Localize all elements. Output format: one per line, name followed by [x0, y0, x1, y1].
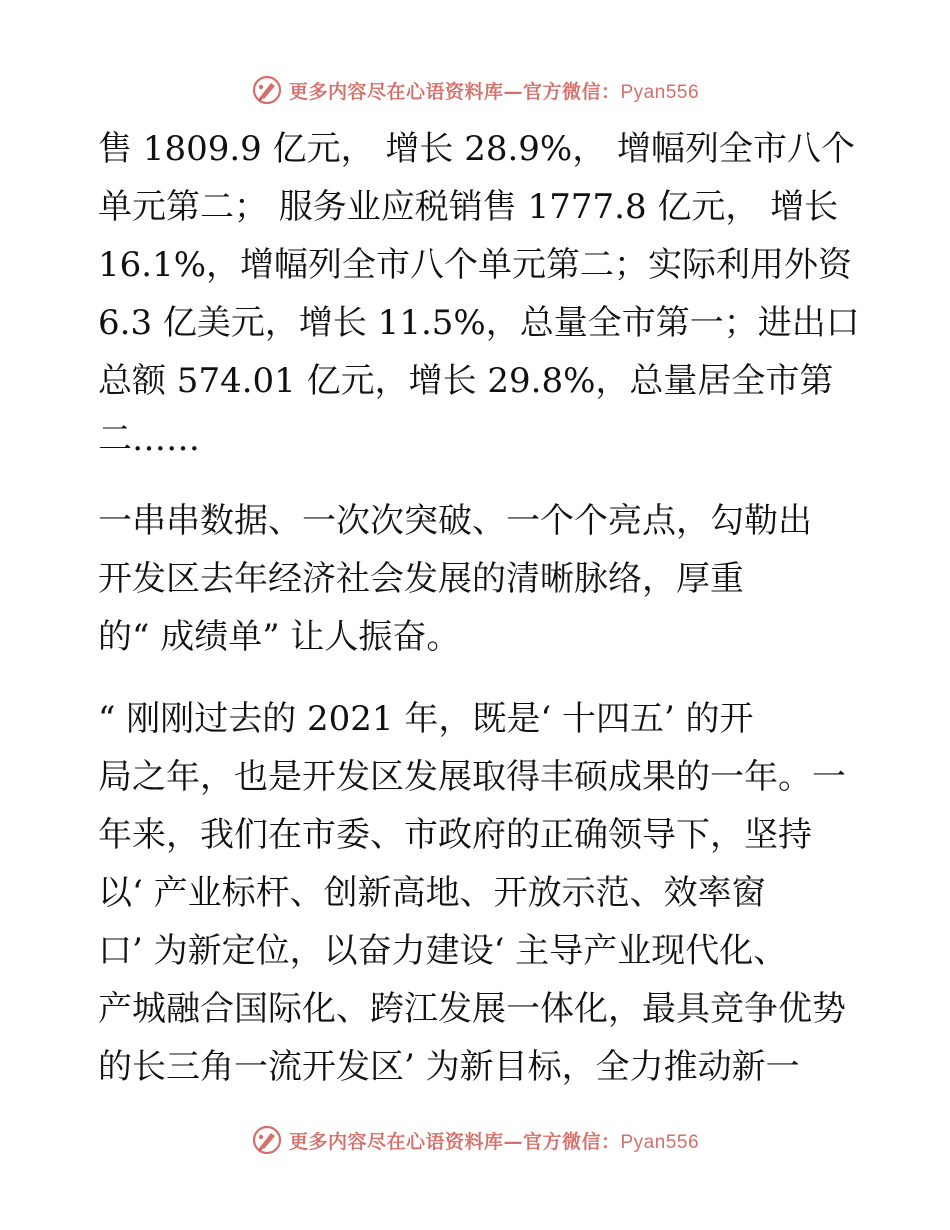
pen-circle-icon	[251, 1124, 283, 1156]
text-line: 口’ 为新定位，以奋力建设‘ 主导产业现代化、	[98, 931, 788, 971]
text-line: 年来，我们在市委、市政府的正确领导下，坚持	[98, 815, 812, 855]
text-line: 总额 574.01 亿元，增长 29.8%，总量居全市第	[98, 361, 834, 401]
pen-circle-icon	[251, 74, 283, 106]
watermark-separator: —	[503, 80, 523, 103]
paragraph-gap	[98, 666, 858, 690]
text-line: 6.3 亿美元，增长 11.5%，总量全市第一；进出口	[98, 303, 860, 343]
watermark-wechat-label: 官方微信：	[522, 1130, 621, 1153]
text-line: 局之年，也是开发区发展取得丰硕成果的一年。一	[98, 757, 846, 797]
header-watermark	[0, 70, 950, 110]
text-line: 二……	[98, 419, 200, 459]
paragraph-3	[98, 690, 858, 1096]
text-line: 开发区去年经济社会发展的清晰脉络，厚重	[98, 559, 744, 599]
watermark-separator: —	[503, 1130, 523, 1153]
text-line: 单元第二； 服务业应税销售 1777.8 亿元， 增长	[98, 187, 839, 227]
text-line: 的“ 成绩单” 让人振奋。	[98, 617, 461, 657]
watermark-wechat-id: Pyan556	[620, 1131, 700, 1153]
watermark-site-name: 更多内容尽在心语资料库	[288, 80, 504, 103]
watermark-text	[289, 1127, 699, 1154]
text-line: 16.1%，增幅列全市八个单元第二；实际利用外资	[98, 245, 853, 285]
watermark-wechat-id: Pyan556	[620, 81, 700, 103]
text-line: 以‘ 产业标杆、创新高地、开放示范、效率窗	[98, 873, 766, 913]
watermark-site-name: 更多内容尽在心语资料库	[288, 1130, 504, 1153]
paragraph-1	[98, 120, 858, 468]
text-line: 一串串数据、一次次突破、一个个亮点，勾勒出	[98, 501, 812, 541]
text-line: 产城融合国际化、跨江发展一体化，最具竞争优势	[98, 989, 846, 1029]
watermark-text	[289, 77, 699, 104]
text-line: 售 1809.9 亿元， 增长 28.9%， 增幅列全市八个	[98, 129, 856, 169]
text-line: 的长三角一流开发区’ 为新目标，全力推动新一	[98, 1047, 800, 1087]
paragraph-2	[98, 492, 858, 666]
article-body	[98, 120, 858, 1096]
text-line: “ 刚刚过去的 2021 年，既是‘ 十四五’ 的开	[98, 699, 754, 739]
footer-watermark	[0, 1120, 950, 1160]
paragraph-gap	[98, 468, 858, 492]
watermark-wechat-label: 官方微信：	[522, 80, 621, 103]
